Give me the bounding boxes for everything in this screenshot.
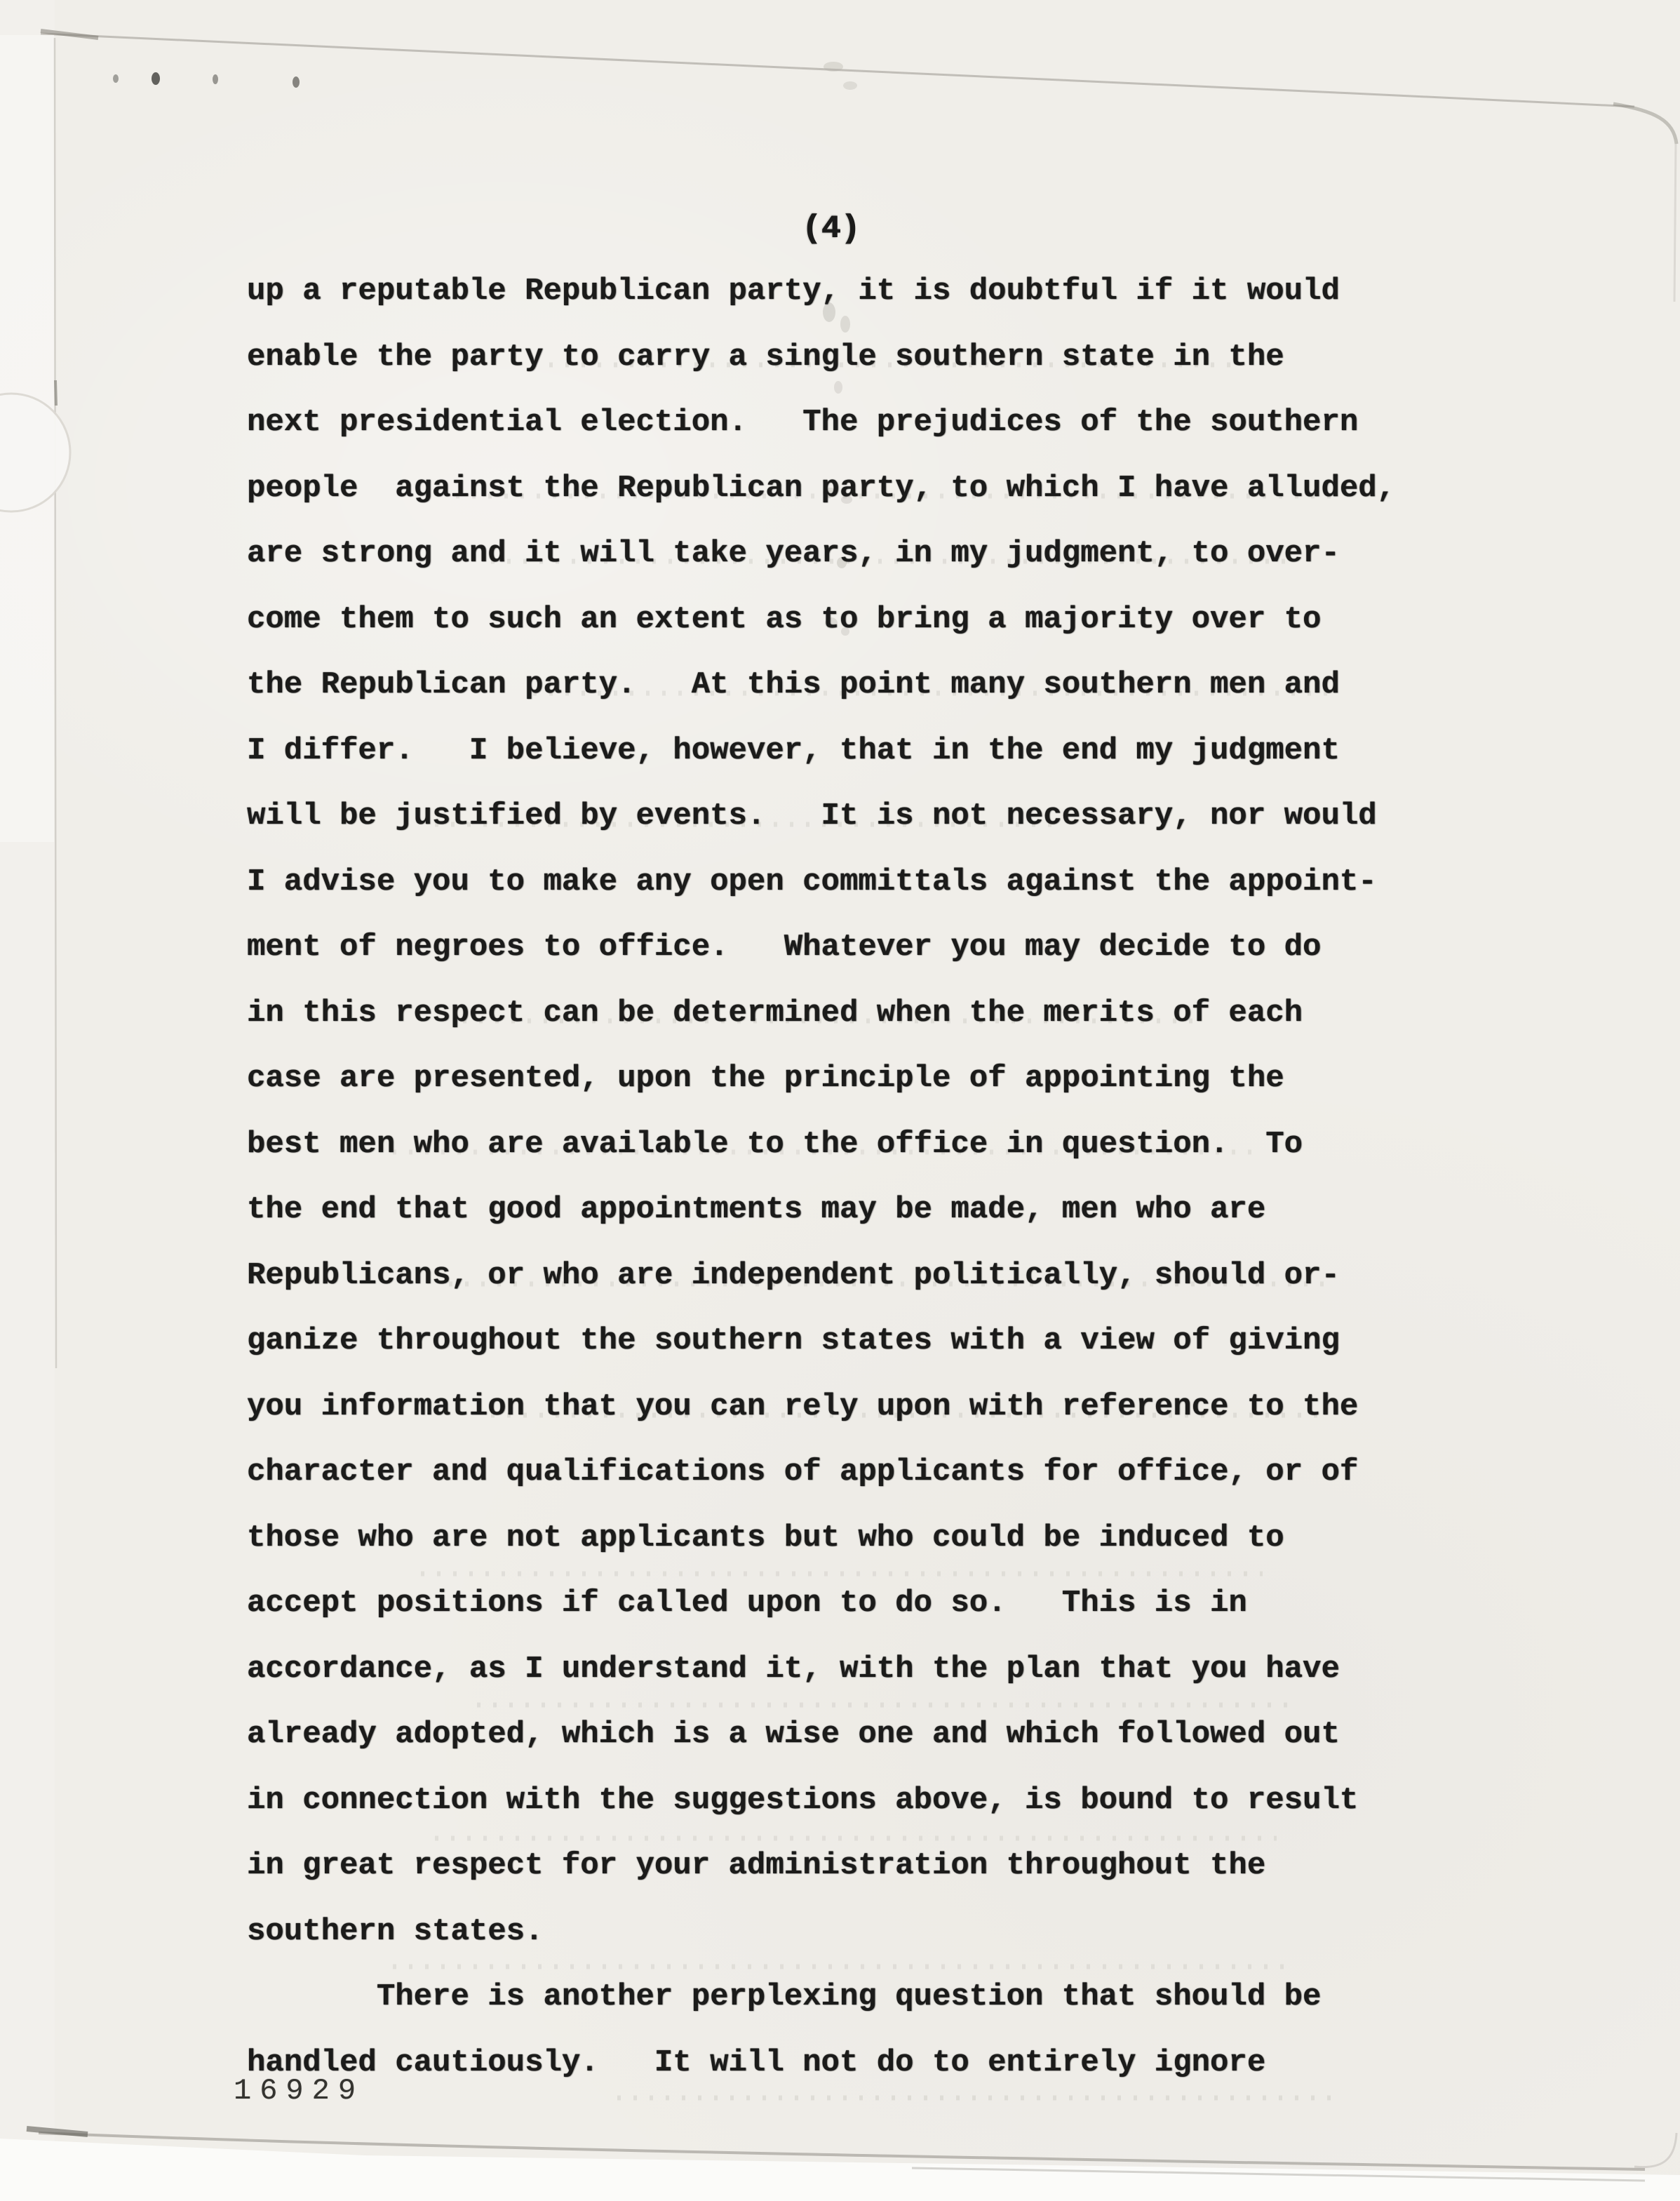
text-line: best men who are available to the office in question. To bbox=[247, 1126, 1303, 1162]
top-crease-line bbox=[41, 34, 1634, 107]
text-line: are strong and it will take years, in my judgment, to over- bbox=[247, 536, 1340, 571]
text-line: in great respect for your administration throughout the bbox=[247, 1848, 1266, 1883]
text-line: handled cautiously. It will not do to entirely ignore bbox=[247, 2045, 1266, 2080]
text-line: people against the Republican party, to which I have alluded, bbox=[247, 470, 1396, 506]
text-line: ganize throughout the southern states with a view of giving bbox=[247, 1323, 1340, 1358]
punch-hole-ghost bbox=[0, 394, 70, 511]
text-line: ment of negroes to office. Whatever you may decide to do bbox=[247, 930, 1322, 965]
top-crease-dark-left bbox=[41, 31, 98, 38]
text-line: Republicans, or who are independent politically, should or- bbox=[247, 1257, 1340, 1293]
text-line: will be justified by events. It is not necessary, nor would bbox=[247, 798, 1377, 834]
left-edge-dark-dash bbox=[55, 380, 56, 406]
text-line: accept positions if called upon to do so. This is in bbox=[247, 1586, 1247, 1621]
bottom-secondary-edge-line bbox=[912, 2168, 1645, 2181]
right-edge-line bbox=[1674, 140, 1676, 302]
bottom-right-hook bbox=[1634, 2133, 1676, 2167]
text-line: enable the party to carry a single southern state in the bbox=[247, 339, 1284, 375]
ink-dots bbox=[113, 72, 300, 88]
text-line: the end that good appointments may be made, men who are bbox=[247, 1192, 1266, 1227]
text-line: case are presented, upon the principle of appointing the bbox=[247, 1061, 1284, 1096]
text-line: already adopted, which is a wise one and which followed out bbox=[247, 1717, 1340, 1752]
text-line: the Republican party. At this point many southern men and bbox=[247, 667, 1340, 702]
top-crease-right-hook bbox=[1613, 104, 1676, 144]
text-line: character and qualifications of applicants for office, or of bbox=[247, 1454, 1359, 1490]
text-line: I differ. I believe, however, that in the end my judgment bbox=[247, 732, 1340, 768]
document-number: 16929 bbox=[234, 2074, 365, 2108]
text-line: I advise you to make any open committals against the appoint- bbox=[247, 864, 1377, 899]
left-edge-line bbox=[55, 38, 56, 1368]
text-line: in connection with the suggestions above, is bound to result bbox=[247, 1782, 1359, 1818]
bottom-page-edge bbox=[0, 2139, 1680, 2201]
bottom-crease-dark-left bbox=[27, 2129, 88, 2134]
text-line: next presidential election. The prejudices of the southern bbox=[247, 405, 1359, 440]
page-number: (4) bbox=[802, 210, 860, 247]
bottom-crease-line bbox=[39, 2133, 1645, 2169]
text-line: There is another perplexing question that should be bbox=[247, 1979, 1322, 2014]
text-line: come them to such an extent as to bring a majority over to bbox=[247, 601, 1322, 637]
left-edge-light-strip bbox=[0, 35, 54, 842]
text-line: up a reputable Republican party, it is doubtful if it would bbox=[247, 274, 1340, 309]
text-line: accordance, as I understand it, with the plan that you have bbox=[247, 1651, 1340, 1687]
text-line: you information that you can rely upon with reference to the bbox=[247, 1389, 1359, 1424]
text-line: in this respect can be determined when the merits of each bbox=[247, 995, 1303, 1031]
text-line: those who are not applicants but who could be induced to bbox=[247, 1520, 1284, 1556]
text-line: southern states. bbox=[247, 1913, 544, 1949]
letter-body bbox=[247, 259, 1580, 2096]
